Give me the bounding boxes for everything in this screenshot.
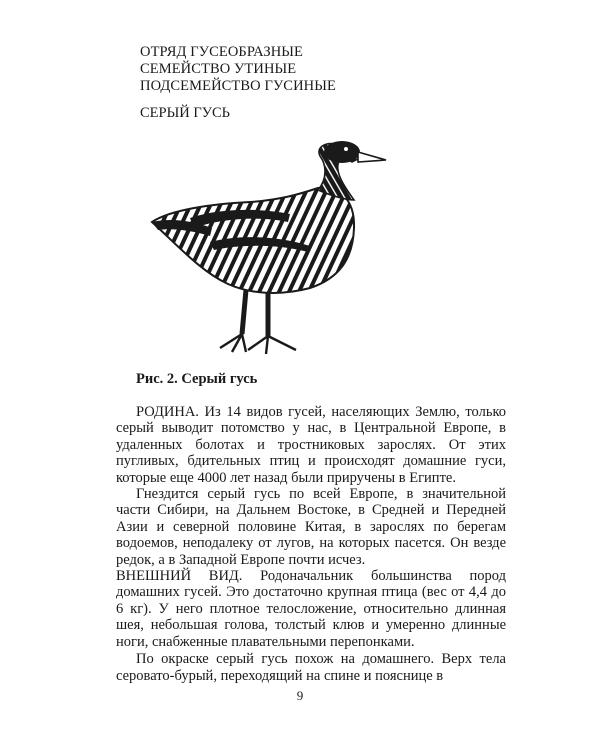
figure-caption: Рис. 2. Серый гусь — [136, 371, 258, 387]
order-heading: ОТРЯД ГУСЕОБРАЗНЫЕ — [140, 44, 303, 60]
subfamily-heading: ПОДСЕМЕЙСТВО ГУСИНЫЕ — [140, 78, 336, 94]
paragraph-origin: РОДИНА. Из 14 видов гусей, населяющих Землю, только серый выводит потомство у нас, в Центральной Европе, в удаленных болотах и тростниковых зарослях. От этих пугливых, бдительных птиц и происходят домашние гуси, которые еще 4000 лет назад были приручены в Египте. — [116, 404, 506, 486]
goose-illustration — [150, 138, 390, 356]
taxonomy-heading — [140, 44, 336, 95]
family-heading: СЕМЕЙСТВО УТИНЫЕ — [140, 61, 297, 77]
paragraph-appearance: ВНЕШНИЙ ВИД. Родоначальник большинства пород домашних гусей. Это достаточно крупная птица (вес от 4,4 до 6 кг). У него плотное телосложение, относительно длинная шея, небольшая голова, толстый клюв и умеренно длинные ноги, снабженные плавательными перепонками. — [116, 568, 506, 650]
species-title: СЕРЫЙ ГУСЬ — [140, 105, 230, 121]
paragraph-habitat: Гнездится серый гусь по всей Европе, в значительной части Сибири, на Дальнем Востоке, в Средней и Передней Азии и северной половине Китая, в зарослях по берегам водоемов, неподалеку от лугов, на которых пасется. Он везде редок, а в Западной Европе почти исчез. — [116, 486, 506, 568]
body-text — [116, 404, 506, 684]
paragraph-coloration: По окраске серый гусь похож на домашнего. Верх тела серовато-бурый, переходящий на спине и пояснице в — [116, 651, 506, 684]
page-number: 9 — [296, 688, 304, 703]
